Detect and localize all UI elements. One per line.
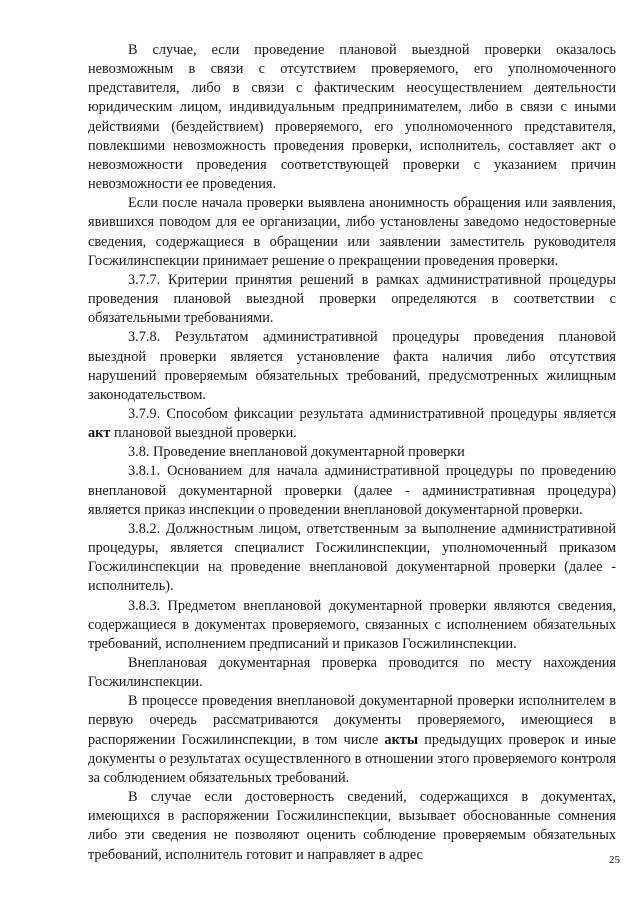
page-number: 25: [609, 854, 620, 866]
paragraph-3-7-7: 3.7.7. Критерии принятия решений в рамках административной процедуры проведения плановой выездной проверки определяются в соответствии с обязательными требованиями.: [88, 271, 616, 327]
paragraph-inspection-process-text-before: В процессе проведения внеплановой документарной проверки исполнителем в первую очередь рассматриваются документы проверяемого, имеющиеся в распоряжении Госжилинспекции, в том числе: [88, 693, 616, 748]
section-heading-3-8: 3.8. Проведение внеплановой документарной проверки: [128, 444, 465, 461]
document-body: [88, 41, 616, 865]
paragraph-3-7-8: 3.7.8. Результатом административной процедуры проведения плановой выездной проверки является установление факта наличия либо отсутствия нарушений проверяемым обязательных требований, предусмотренных жилищным законодательством.: [88, 329, 616, 403]
paragraph-inspection-location: Внеплановая документарная проверка проводится по месту нахождения Госжилинспекции.: [88, 655, 616, 691]
paragraph-3-7-9: [88, 405, 616, 443]
paragraph-3-7-9-bold-term: акт: [88, 425, 111, 442]
paragraph-inspection-process-text-after: предыдущих проверок и иные документы о результатах осуществленного в отношении этого проверяемого контроля за соблюдением обязательных требований.: [88, 731, 616, 786]
paragraph-3-7-9-text-before: 3.7.9. Способом фиксации результата административной процедуры является: [128, 405, 616, 422]
paragraph-reliability-doubts: В случае если достоверность сведений, содержащихся в документах, имеющихся в распоряжении Госжилинспекции, вызывает обоснованные сомнения либо эти сведения не позволяют оценить соблюдение проверяемым обязательных требований, исполнитель готовит и направляет в адрес: [88, 789, 616, 863]
paragraph-inspection-process-bold-term: акты: [384, 731, 418, 748]
paragraph-anonymous-appeal: Если после начала проверки выявлена анонимность обращения или заявления, явившихся поводом для ее организации, либо установлены заведомо недостоверные сведения, содержащиеся в обращении или заявлении заместитель руководителя Госжилинспекции принимает решение о прекращении проведения проверки.: [88, 195, 616, 269]
paragraph-impossible-inspection: В случае, если проведение плановой выездной проверки оказалось невозможным в связи с отсутствием проверяемого, его уполномоченного представителя, либо в связи с фактическим неосуществлением деятельности юридическим лицом, индивидуальным предпринимателем, либо в связи с иными действиями (бездействием) проверяемого, его уполномоченного представителя, повлекшими невозможность проведения проверки, исполнитель, составляет акт о невозможности проведения соответствующей проверки с указанием причин невозможности ее проведения.: [88, 42, 616, 193]
paragraph-3-8-1: 3.8.1. Основанием для начала административной процедуры по проведению внеплановой документарной проверки (далее - административная процедура) является приказ инспекции о проведении внеплановой документарной проверки.: [88, 463, 616, 518]
paragraph-3-8-3: 3.8.3. Предметом внеплановой документарной проверки являются сведения, содержащиеся в документах проверяемого, связанных с исполнением обязательных требований, исполнением предписаний и приказов Госжилинспекции.: [88, 597, 616, 652]
paragraph-3-8-2: 3.8.2. Должностным лицом, ответственным за выполнение административной процедуры, является специалист Госжилинспекции, уполномоченный приказом Госжилинспекции на проведение внеплановой документарной проверки (далее - исполнитель).: [88, 520, 616, 595]
paragraph-inspection-process: [88, 692, 616, 788]
paragraph-3-7-9-text-after: плановой выездной проверки.: [110, 425, 297, 442]
